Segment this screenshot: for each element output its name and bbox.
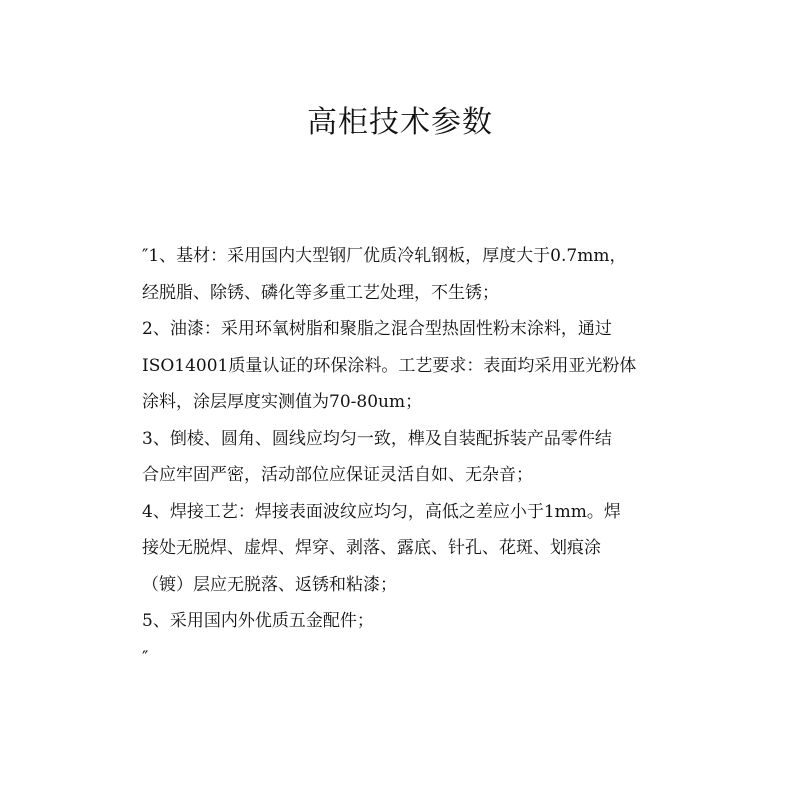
spec-line: ″1、基材：采用国内大型钢厂优质冷轧钢板，厚度大于0.7mm， — [142, 246, 627, 266]
spec-line: 经脱脂、除锈、磷化等多重工艺处理，不生锈； — [142, 282, 499, 303]
spec-line: 合应牢固严密，活动部位应保证灵活自如、无杂音； — [142, 465, 533, 485]
page-title: 高柜技术参数 — [307, 105, 493, 140]
spec-line: ″ — [142, 647, 149, 668]
spec-line: 5、采用国内外优质五金配件； — [142, 611, 374, 631]
spec-line: 2、油漆：采用环氧树脂和聚脂之混合型热固性粉末涂料，通过 — [142, 319, 612, 339]
spec-line: （镀）层应无脱落、返锈和粘漆； — [142, 574, 397, 595]
spec-line: 4、焊接工艺：焊接表面波纹应均匀，高低之差应小于1mm。焊 — [142, 501, 621, 522]
spec-line: 3、倒棱、圆角、圆线应均匀一致，榫及自装配拆装产品零件结 — [142, 428, 612, 449]
spec-body — [142, 238, 662, 676]
spec-line: 接处无脱焊、虚焊、焊穿、剥落、露底、针孔、花斑、划痕涂 — [142, 538, 601, 558]
spec-line: 涂料，涂层厚度实测值为70-80um； — [142, 392, 423, 412]
spec-line: ISO14001质量认证的环保涂料。工艺要求：表面均采用亚光粉体 — [142, 355, 637, 376]
